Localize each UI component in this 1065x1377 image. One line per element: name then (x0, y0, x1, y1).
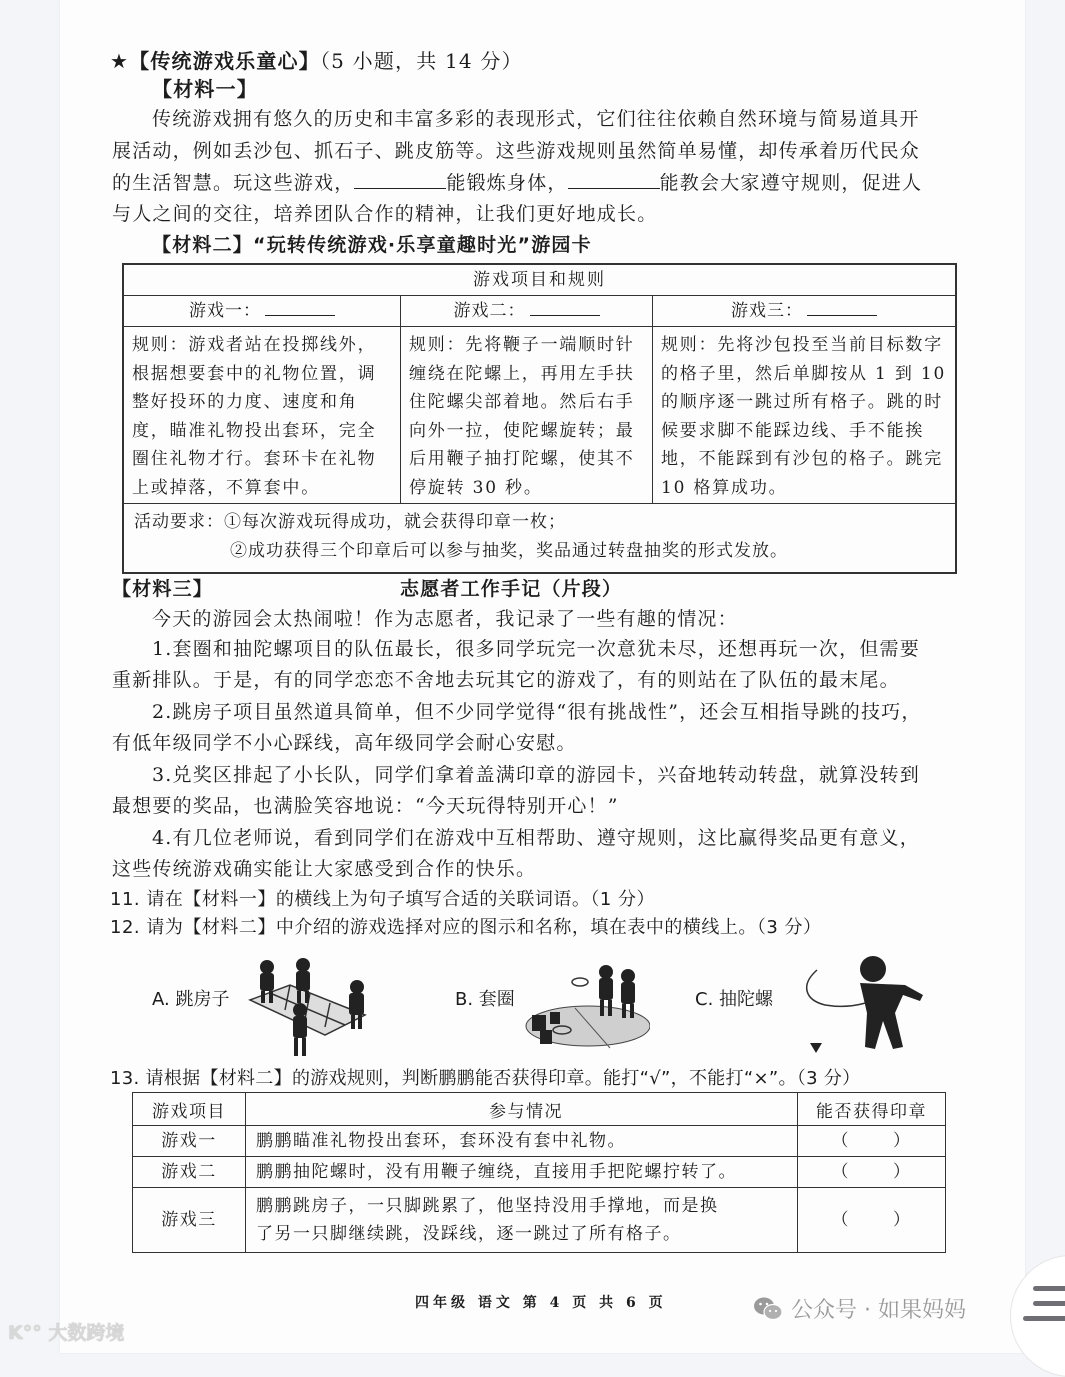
game1-rule: 规则：游戏者站在投掷线外，根据想要套中的礼物位置，调整好投环的力度、速度和角度，瞄准礼物投出套环，完全圈住礼物才行。套环卡在礼物上或掉落，不算套中。 (132, 335, 377, 498)
col-header-stamp: 能否获得印章 (798, 1093, 946, 1126)
col-header-game: 游戏项目 (133, 1093, 246, 1126)
judgement-table (132, 1092, 946, 1253)
material1-line: 传统游戏拥有悠久的历史和丰富多彩的表现形式，它们往往依赖自然环境与简易道具开 (152, 108, 920, 130)
material3-line: 重新排队。于是，有的同学恋恋不舍地去玩其它的游戏了，有的则站在了队伍的最末尾。 (112, 669, 900, 691)
section-score: （5 小题，共 14 分） (319, 49, 523, 73)
activity-requirements (124, 504, 955, 572)
wechat-icon (753, 1296, 783, 1322)
ring-toss-illustration-icon (520, 960, 650, 1050)
game-column-1: 游戏一： 规则：游戏者站在投掷线外，根据想要套中的礼物位置，调整好投环的力度、速度和角度，瞄准礼物投出套环，完全圈住礼物才行。套环卡在礼物上或掉落，不算套中。 (124, 296, 401, 503)
material3-intro: 今天的游园会太热闹啦！作为志愿者，我记录了一些有趣的情况： (152, 608, 738, 630)
table-row: 游戏三 鹏鹏跳房子，一只脚跳累了，他坚持没用手撑地，而是换 了另一只脚继续跳，没踩线，逐一跳过了所有格子。 （ ） (133, 1188, 946, 1253)
card-table-header: 游戏项目和规则 (124, 265, 955, 296)
left-watermark: K°° 大数跨境 (8, 1322, 125, 1344)
requirement-1: ①每次游戏玩得成功，就会获得印章一枚； (224, 512, 566, 532)
material3-title: 志愿者工作手记（片段） (400, 578, 623, 600)
table-row: 游戏一 鹏鹏瞄准礼物投出套环，套环没有套中礼物。 （ ） (133, 1126, 946, 1157)
question-12: 12. 请为【材料二】中介绍的游戏选择对应的图示和名称，填在表中的横线上。（3 分） (110, 917, 822, 938)
game3-name-blank[interactable] (807, 303, 877, 316)
wechat-account-name: 公众号 · 如果妈妈 (791, 1298, 966, 1323)
page-footer: 四年级 语文 第 4 页 共 6 页 (415, 1295, 667, 1311)
game-card-table (122, 263, 957, 574)
k100-logo-icon: K°° (8, 1322, 42, 1344)
section-title: 【传统游戏乐童心】 (129, 49, 320, 73)
material3-line: 4.有几位老师说，看到同学们在游戏中互相帮助、遵守规则，这比赢得奖品更有意义， (152, 827, 920, 849)
material3-label: 【材料三】 (112, 578, 214, 600)
material3-line: 有低年级同学不小心踩线，高年级同学会耐心安慰。 (112, 732, 577, 754)
material1-line: 展活动，例如丢沙包、抓石子、跳皮筋等。这些游戏规则虽然简单易懂，却传承着历代民众 (112, 140, 921, 162)
hopscotch-illustration-icon (245, 955, 395, 1060)
fill-blank-2[interactable] (568, 174, 660, 189)
menu-icon (1033, 1286, 1065, 1291)
section-heading (110, 46, 523, 76)
col-header-situation: 参与情况 (246, 1093, 798, 1126)
question-13: 13. 请根据【材料二】的游戏规则，判断鹏鹏能否获得印章。能打“√”，不能打“×”。（3 分） (110, 1068, 861, 1089)
fill-blank-1[interactable] (354, 174, 446, 189)
material1-line-blanks: 的生活智慧。玩这些游戏， 能锻炼身体， 能教会大家遵守规则，促进人 (112, 172, 923, 194)
material3-line: 3.兑奖区排起了小长队，同学们拿着盖满印章的游园卡，兴奋地转动转盘，就算没转到 (152, 764, 920, 786)
material3-line: 1.套圈和抽陀螺项目的队伍最长，很多同学玩完一次意犹未尽，还想再玩一次，但需要 (152, 638, 920, 660)
table-row: 游戏二 鹏鹏抽陀螺时，没有用鞭子缠绕，直接用手把陀螺拧转了。 （ ） (133, 1157, 946, 1188)
answer-cell-1[interactable]: （ ） (798, 1126, 946, 1157)
game2-name-blank[interactable] (530, 303, 600, 316)
material3-line: 最想要的奖品，也满脸笑容地说：“今天玩得特别开心！” (112, 795, 619, 817)
answer-cell-3[interactable]: （ ） (798, 1188, 946, 1253)
game-column-2: 游戏二： 规则：先将鞭子一端顺时针缠绕在陀螺上，再用左手扶住陀螺尖部着地。然后右手向外一拉，使陀螺旋转；最后用鞭子抽打陀螺，使其不停旋转 30 秒。 (401, 296, 653, 503)
material3-line: 2.跳房子项目虽然道具简单，但不少同学觉得“很有挑战性”，还会互相指导跳的技巧， (152, 701, 922, 723)
option-b-label: B. 套圈 (455, 989, 515, 1010)
star-icon: ★ (110, 49, 130, 73)
option-c-label: C. 抽陀螺 (695, 989, 774, 1010)
wechat-watermark (753, 1293, 966, 1324)
spinning-top-illustration-icon (795, 955, 945, 1055)
requirement-2: ②成功获得三个印章后可以参与抽奖，奖品通过转盘抽奖的形式发放。 (230, 541, 788, 561)
game2-rule: 规则：先将鞭子一端顺时针缠绕在陀螺上，再用左手扶住陀螺尖部着地。然后右手向外一拉，使陀螺旋转；最后用鞭子抽打陀螺，使其不停旋转 30 秒。 (409, 335, 635, 498)
game3-rule: 规则：先将沙包投至当前目标数字的格子里，然后单脚按从 1 到 10 的顺序逐一跳过所有格子。跳的时候要求脚不能踩边线、手不能挨地，不能踩到有沙包的格子。跳完 10 格算成功。 (661, 335, 947, 498)
question-11: 11. 请在【材料一】的横线上为句子填写合适的关联词语。（1 分） (110, 889, 656, 910)
material1-line: 与人之间的交往，培养团队合作的精神，让我们更好地成长。 (112, 203, 658, 225)
exam-page (60, 0, 1025, 1353)
material2-label: 【材料二】“玩转传统游戏·乐享童趣时光”游园卡 (152, 234, 592, 256)
material1-label: 【材料一】 (152, 77, 258, 101)
material3-line: 这些传统游戏确实能让大家感受到合作的快乐。 (112, 858, 537, 880)
requirement-label: 活动要求： (134, 512, 224, 532)
option-a-label: A. 跳房子 (152, 989, 230, 1010)
game-column-3: 游戏三： 规则：先将沙包投至当前目标数字的格子里，然后单脚按从 1 到 10 的顺序逐一跳过所有格子。跳的时候要求脚不能踩边线、手不能挨地，不能踩到有沙包的格子。跳完 10 格算成功。 (653, 296, 955, 503)
answer-cell-2[interactable]: （ ） (798, 1157, 946, 1188)
game1-name-blank[interactable] (265, 303, 335, 316)
table-header-row (133, 1093, 946, 1126)
